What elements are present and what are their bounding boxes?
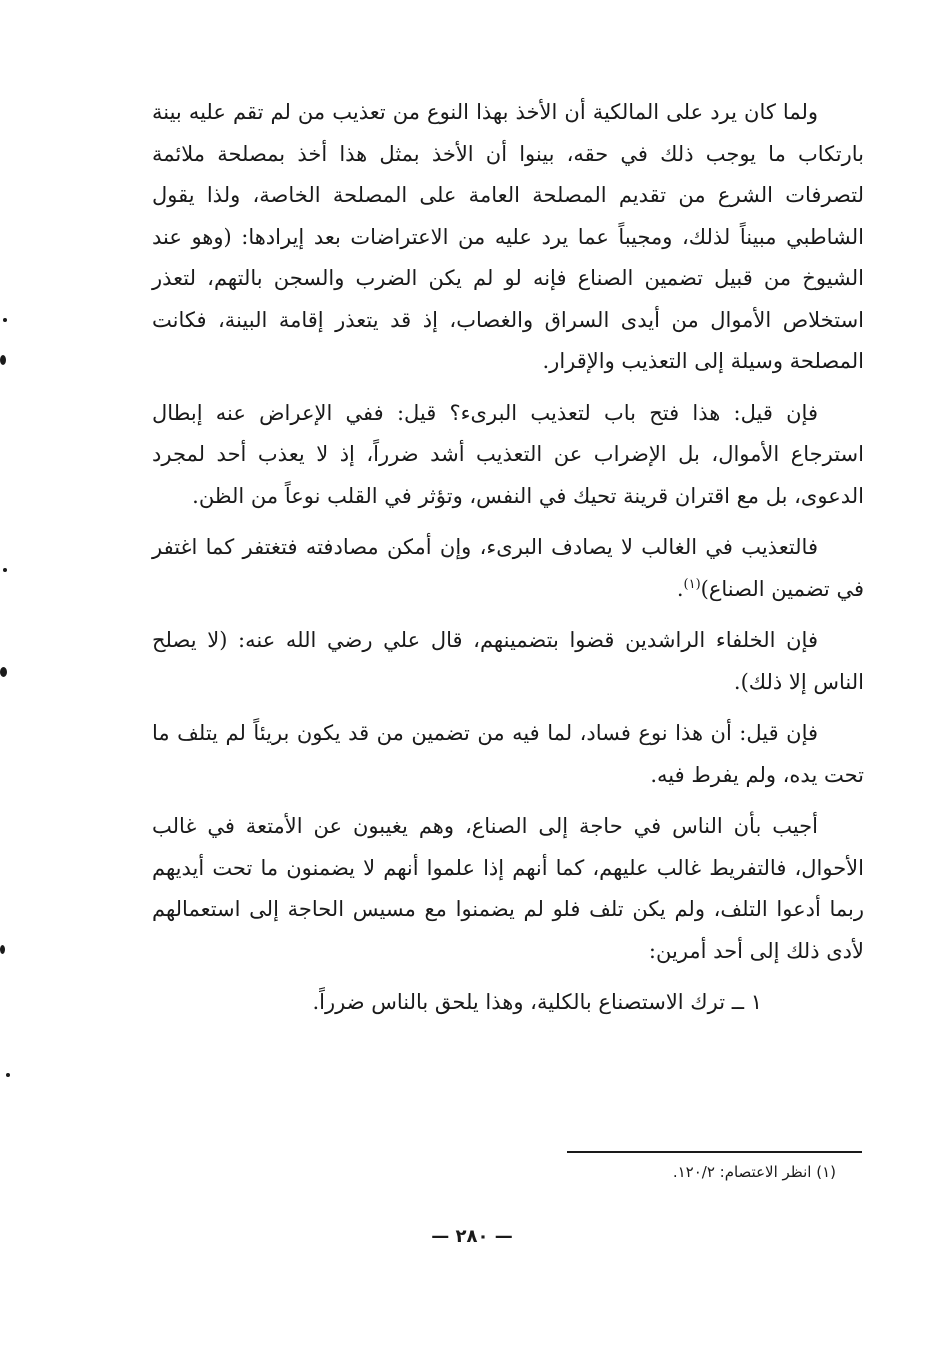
paragraph-3-text: فالتعذيب في الغالب لا يصادف البرىء، وإن أمكن مصادفته فتغتفر كما اغتفر في تضمين الصناع): [152, 535, 864, 601]
scan-mark: [0, 667, 7, 677]
paragraph-1: ولما كان يرد على المالكية أن الأخذ بهذا النوع من تعذيب من لم تقم عليه بينة بارتكاب ما يوجب ذلك في حقه، بينوا أن الأخذ بمثل هذا أخذ بمصلحة ملائمة لتصرفات الشرع من تقديم المصلحة العامة على المصلحة الخاصة، ولذا يقول الشاطبي مبيناً لذلك، ومجيباً عما يرد عليه من الاعتراضات بعد إيرادها: (وهو عند الشيوخ من قبيل تضمين الصناع فإنه لو لم يكن الضرب والسجن بالتهم، لتعذر استخلاص الأموال من أيدى السراق والغصاب، إذ قد يتعذر إقامة البينة، فكانت المصلحة وسيلة إلى التعذيب والإقرار.: [152, 100, 864, 373]
list-item-1: ١ ــ ترك الاستصناع بالكلية، وهذا يلحق بالناس ضرراً.: [312, 990, 762, 1014]
paragraph-3: [152, 527, 864, 610]
paragraph-2: فإن قيل: هذا فتح باب لتعذيب البرىء؟ قيل: ففي الإعراض عنه إبطال استرجاع الأموال، بل الإضراب عن التعذيب أشد ضرراً، إذ لا يعذب أحد لمجرد الدعوى، بل مع اقتران قرينة تحيك في النفس، وتؤثر في القلب نوعاً من الظن.: [152, 400, 864, 508]
page-number: — ٢٨٠ —: [431, 1226, 513, 1247]
paragraph-6: أجيب بأن الناس في حاجة إلى الصناع، وهم يغيبون عن الأمتعة في غالب الأحوال، فالتفريط غالب عليهم، كما أنهم إذا علموا أنهم لا يضمنون ما تحت أيديهم ربما أدعوا التلف، ولم يكن تلف فلو لم يضمنوا مع مسيس الحاجة إلى استعمالهم لأدى ذلك إلى أحد أمرين:: [152, 814, 864, 963]
scan-mark: [3, 568, 7, 572]
page-body: [152, 92, 864, 1024]
footnote-reference: (١): [683, 576, 701, 592]
paragraph-4: فإن الخلفاء الراشدين قضوا بتضمينهم، قال علي رضي الله عنه: (لا يصلح الناس إلا ذلك).: [152, 628, 864, 694]
footnote-divider: [567, 1151, 862, 1153]
scan-mark: [0, 945, 5, 954]
scan-mark: [3, 318, 7, 322]
footnote: (١) انظر الاعتصام: ١٢٠/٢.: [672, 1163, 836, 1181]
scan-mark: [0, 355, 6, 365]
paragraph-3-period: .: [676, 576, 684, 601]
paragraph-5: فإن قيل: أن هذا نوع فساد، لما فيه من تضمين من قد يكون بريئاً لم يتلف ما تحت يده، ولم يفرط فيه.: [152, 721, 864, 787]
scan-mark: [6, 1073, 10, 1077]
